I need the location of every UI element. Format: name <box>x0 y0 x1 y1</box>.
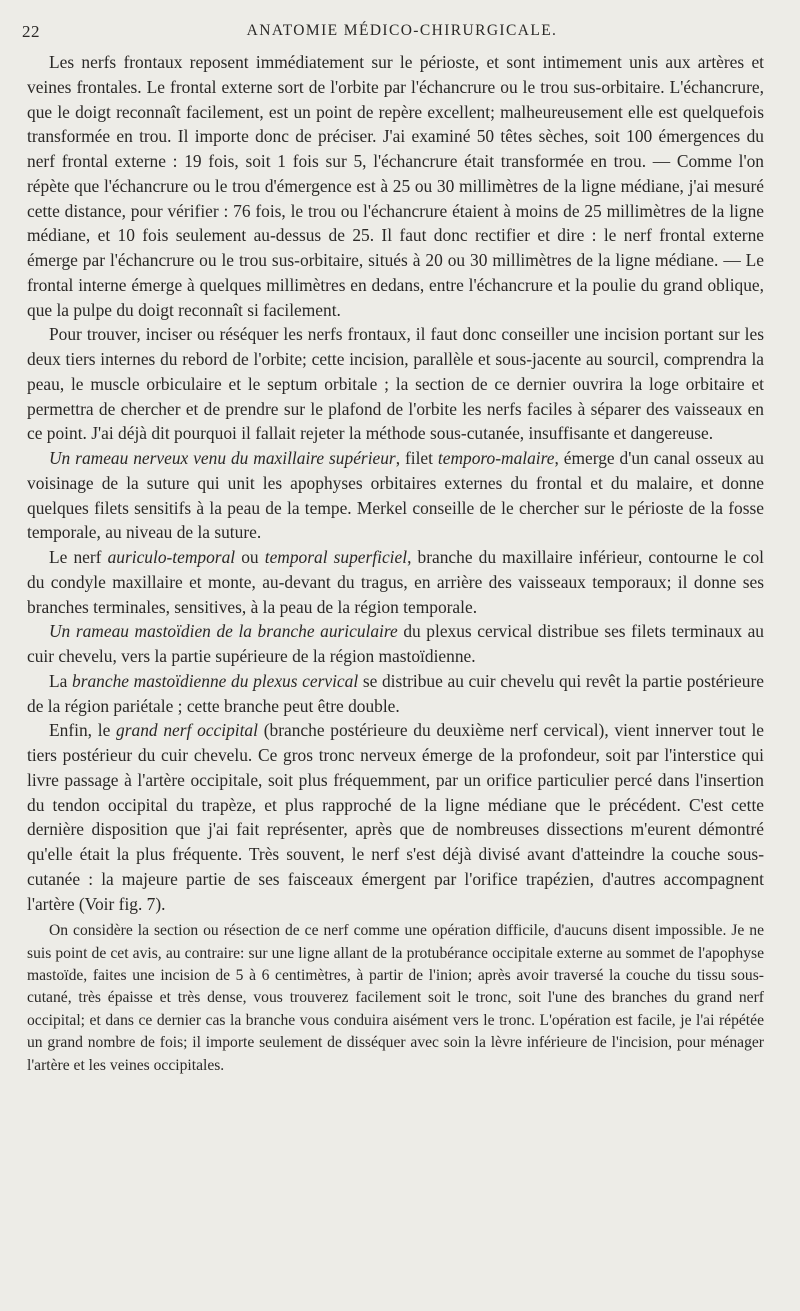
italic-text: Un rameau mastoïdien de la branche auriculaire <box>49 621 398 642</box>
paragraph <box>27 669 764 719</box>
page-number: 22 <box>22 22 40 41</box>
page-header <box>22 22 762 44</box>
text-run: , émerge d'un canal osseux au voisinage de la suture qui unit les apophyses orbitaires externes du frontal et du malaire, et donne quelques filets sensitifs à la peau de la tempe. Merkel conseille de le chercher sur le périoste de la fosse temporale, au niveau de la suture. <box>27 448 764 543</box>
text-run: , branche du maxillaire inférieur, contourne le col du condyle maxillaire et monte, au-devant du tragus, en arrière des vaisseaux temporaux; il donne ses branches terminales, sensitives, à la peau de la région temporale. <box>27 547 764 617</box>
paragraph <box>27 718 764 916</box>
text-run: Les nerfs frontaux reposent immédiatement sur le périoste, et sont intimement unis aux artères et veines frontales. Le frontal externe sort de l'orbite par l'échancrure ou le trou sus-orbitaire. L'échancrure, que le doigt reconnaît facilement, est un point de repère excellent; malheureusement elle est quelquefois transformée en trou. Il importe donc de préciser. J'ai examiné 50 têtes sèches, soit 100 émergences du nerf frontal externe : 19 fois, soit 1 fois sur 5, l'échancrure était transformée en trou. — Comme l'on répète que l'échancrure ou le trou d'émergence est à 25 ou 30 millimètres de la ligne médiane, j'ai mesuré cette distance, pour vérifier : 76 fois, le trou ou l'échancrure étaient à moins de 25 millimètres de la ligne médiane, et 10 fois seulement au-dessus de 25. Il faut donc rectifier et dire : le nerf frontal externe émerge par l'échancrure ou le trou sus-orbitaire, situés à 20 ou 30 millimètres de la ligne médiane. — Le frontal interne émerge à quelques millimètres en dedans, entre l'échancrure et la poulie du grand oblique, que la pulpe du doigt reconnaît si facilement. <box>27 52 764 320</box>
body-text <box>27 50 764 1077</box>
italic-text: auriculo-temporal <box>107 547 236 567</box>
text-run: ou <box>235 547 265 567</box>
paragraph <box>27 50 764 322</box>
text-run: se distribue au cuir chevelu qui revêt la partie postérieure de la région pariétale ; cette branche peut être double. <box>27 670 764 716</box>
paragraph <box>27 322 764 446</box>
paragraph <box>27 446 764 545</box>
text-run: du plexus cervical distribue ses filets terminaux au cuir chevelu, vers la partie supérieure de la région mastoïdienne. <box>27 621 765 666</box>
paragraph-list <box>27 50 764 916</box>
text-run: Le nerf <box>49 547 108 567</box>
italic-text: temporal superficiel <box>264 547 408 567</box>
text-run: (branche postérieure du deuxième nerf cervical), vient innerver tout le tiers postérieur du cuir chevelu. Ce gros tronc nerveux émerge de la profondeur, soit par l'interstice qui livre passage à l'artère occipitale, soit plus fréquemment, par un orifice particulier percé dans l'insertion du tendon occipital du trapèze, et plus rapproché de la ligne médiane que le précédent. C'est cette dernière disposition que j'ai fait représenter, après que de nombreuses dissections m'eurent démontré qu'elle était la plus fréquente. Très souvent, le nerf s'est déjà divisé avant d'atteindre la couche sous-cutanée : la majeure partie de ses faisceaux émergent par l'orifice trapézien, d'autres accompagnent l'artère (Voir fig. 7). <box>27 720 765 914</box>
italic-text: branche mastoïdienne du plexus cervical <box>72 670 359 691</box>
italic-text: temporo-malaire <box>437 448 555 468</box>
text-run: Pour trouver, inciser ou réséquer les nerfs frontaux, il faut donc conseiller une incision portant sur les deux tiers internes du rebord de l'orbite; cette incision, parallèle et sous-jacente au sourcil, comprendra la peau, le muscle orbiculaire et le septum orbitale ; la section de ce dernier ouvrira la loge orbitaire et permettra de chercher et de prendre sur le plafond de l'orbite les nerfs faciles à séparer des vaisseaux en ce point. J'ai déjà dit pourquoi il fallait rejeter la méthode sous-cutanée, insuffisante et dangereuse. <box>27 324 764 444</box>
italic-text: grand nerf occipital <box>116 720 258 741</box>
paragraph <box>27 545 764 619</box>
note-paragraph: On considère la section ou résection de ce nerf comme une opération difficile, d'aucuns disent impossible. Je ne suis point de cet avis, au contraire: sur une ligne allant de la protubérance occipitale externe au sommet de l'apophyse mastoïde, faites une incision de 5 à 6 centimètres, à partir de l'inion; après avoir traversé la couche du tissu sous-cutané, très épaisse et très dense, vous trouverez facilement soit le tronc, soit l'une des branches du grand nerf occipital; et dans ce dernier cas la branche vous conduira aisément vers le tronc. L'opération est facile, je l'ai répétée un grand nombre de fois; il importe seulement de disséquer avec soin la lèvre inférieure de l'incision, pour ménager l'artère et les veines occipitales. <box>27 922 764 1074</box>
note <box>27 920 764 1077</box>
text-run: , filet <box>395 448 438 468</box>
text-run: Enfin, le <box>49 720 117 741</box>
paragraph <box>27 619 764 669</box>
running-title: ANATOMIE MÉDICO-CHIRURGICALE. <box>246 22 558 39</box>
italic-text: Un rameau nerveux venu du maxillaire supérieur <box>49 448 396 468</box>
text-run: La <box>49 670 72 691</box>
